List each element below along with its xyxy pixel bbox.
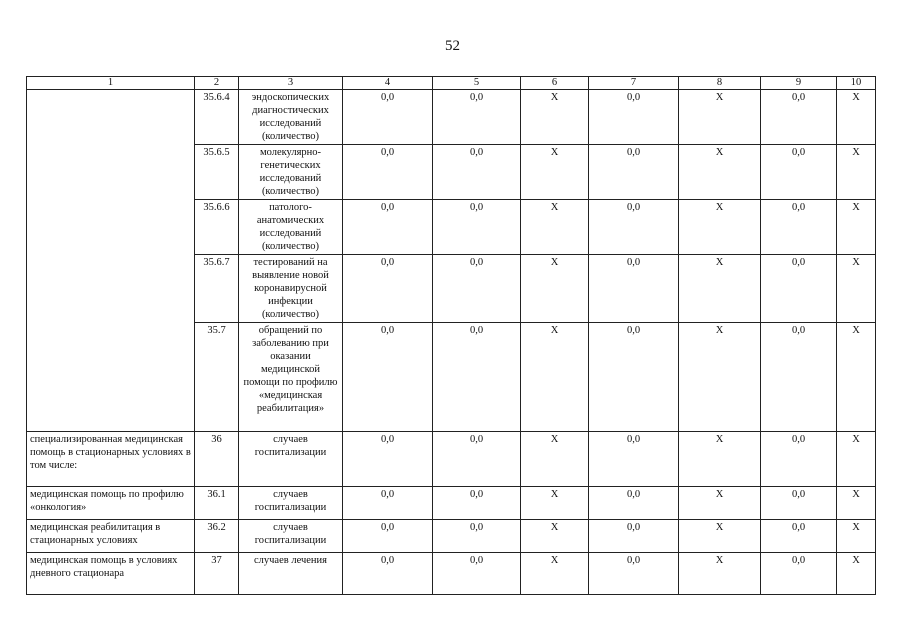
value-cell: 0,0 bbox=[343, 520, 433, 553]
column-header: 1 bbox=[27, 77, 195, 90]
value-cell: 0,0 bbox=[343, 487, 433, 520]
value-cell: X bbox=[679, 323, 761, 432]
value-cell: 0,0 bbox=[433, 255, 521, 323]
row-code-cell: 35.6.5 bbox=[195, 145, 239, 200]
row-unit-cell: случаев лечения bbox=[239, 553, 343, 595]
value-cell: 0,0 bbox=[343, 323, 433, 432]
value-cell: 0,0 bbox=[589, 200, 679, 255]
column-header: 6 bbox=[521, 77, 589, 90]
value-cell: 0,0 bbox=[343, 200, 433, 255]
value-cell: 0,0 bbox=[343, 553, 433, 595]
value-cell: 0,0 bbox=[589, 90, 679, 145]
column-header: 4 bbox=[343, 77, 433, 90]
value-cell: X bbox=[521, 255, 589, 323]
row-code-cell: 36 bbox=[195, 432, 239, 487]
value-cell: X bbox=[837, 200, 876, 255]
value-cell: X bbox=[521, 432, 589, 487]
value-cell: 0,0 bbox=[761, 432, 837, 487]
column-header: 8 bbox=[679, 77, 761, 90]
row-name-cell: медицинская реабилитация в стационарных условиях bbox=[27, 520, 195, 553]
value-cell: 0,0 bbox=[761, 323, 837, 432]
column-header: 9 bbox=[761, 77, 837, 90]
row-unit-cell: случаев госпитализации bbox=[239, 487, 343, 520]
value-cell: X bbox=[837, 145, 876, 200]
value-cell: X bbox=[837, 520, 876, 553]
data-table bbox=[26, 76, 876, 595]
value-cell: 0,0 bbox=[433, 323, 521, 432]
row-unit-cell: случаев госпитализации bbox=[239, 520, 343, 553]
row-code-cell: 36.2 bbox=[195, 520, 239, 553]
column-header: 3 bbox=[239, 77, 343, 90]
table-row bbox=[27, 432, 876, 487]
value-cell: X bbox=[521, 200, 589, 255]
value-cell: 0,0 bbox=[343, 432, 433, 487]
row-unit-cell: эндоскопических диагностических исследований (количество) bbox=[239, 90, 343, 145]
row-name-cell: медицинская помощь в условиях дневного стационара bbox=[27, 553, 195, 595]
row-code-cell: 35.6.6 bbox=[195, 200, 239, 255]
value-cell: 0,0 bbox=[589, 487, 679, 520]
value-cell: X bbox=[837, 432, 876, 487]
value-cell: X bbox=[679, 145, 761, 200]
row-unit-cell: обращений по заболеванию при оказании медицинской помощи по профилю «медицинская реабилитация» bbox=[239, 323, 343, 432]
value-cell: 0,0 bbox=[589, 323, 679, 432]
value-cell: 0,0 bbox=[761, 255, 837, 323]
value-cell: 0,0 bbox=[343, 90, 433, 145]
value-cell: X bbox=[679, 200, 761, 255]
value-cell: 0,0 bbox=[589, 432, 679, 487]
column-header: 10 bbox=[837, 77, 876, 90]
value-cell: X bbox=[521, 323, 589, 432]
value-cell: 0,0 bbox=[761, 200, 837, 255]
value-cell: 0,0 bbox=[433, 145, 521, 200]
value-cell: X bbox=[837, 487, 876, 520]
value-cell: X bbox=[679, 553, 761, 595]
value-cell: X bbox=[521, 520, 589, 553]
value-cell: 0,0 bbox=[589, 553, 679, 595]
row-unit-cell: случаев госпитализации bbox=[239, 432, 343, 487]
value-cell: 0,0 bbox=[343, 145, 433, 200]
table-row bbox=[27, 553, 876, 595]
value-cell: X bbox=[679, 487, 761, 520]
value-cell: 0,0 bbox=[761, 487, 837, 520]
row-code-cell: 35.7 bbox=[195, 323, 239, 432]
value-cell: X bbox=[837, 323, 876, 432]
value-cell: X bbox=[679, 90, 761, 145]
value-cell: 0,0 bbox=[433, 90, 521, 145]
value-cell: X bbox=[521, 145, 589, 200]
value-cell: X bbox=[521, 90, 589, 145]
table-row bbox=[27, 520, 876, 553]
row-name-cell: медицинская помощь по профилю «онкология» bbox=[27, 487, 195, 520]
value-cell: 0,0 bbox=[761, 553, 837, 595]
row-code-cell: 36.1 bbox=[195, 487, 239, 520]
value-cell: X bbox=[837, 90, 876, 145]
value-cell: X bbox=[679, 255, 761, 323]
column-header: 2 bbox=[195, 77, 239, 90]
value-cell: 0,0 bbox=[433, 553, 521, 595]
row-unit-cell: тестирований на выявление новой коронавирусной инфекции (количество) bbox=[239, 255, 343, 323]
column-header: 5 bbox=[433, 77, 521, 90]
value-cell: 0,0 bbox=[761, 520, 837, 553]
row-name-cell bbox=[27, 90, 195, 432]
value-cell: X bbox=[837, 553, 876, 595]
table-row bbox=[27, 487, 876, 520]
value-cell: X bbox=[679, 432, 761, 487]
value-cell: X bbox=[521, 553, 589, 595]
value-cell: 0,0 bbox=[433, 520, 521, 553]
value-cell: 0,0 bbox=[589, 520, 679, 553]
value-cell: 0,0 bbox=[433, 200, 521, 255]
value-cell: 0,0 bbox=[433, 432, 521, 487]
value-cell: 0,0 bbox=[589, 255, 679, 323]
row-code-cell: 35.6.7 bbox=[195, 255, 239, 323]
value-cell: 0,0 bbox=[761, 90, 837, 145]
value-cell: X bbox=[837, 255, 876, 323]
row-code-cell: 35.6.4 bbox=[195, 90, 239, 145]
row-unit-cell: патолого-анатомических исследований (количество) bbox=[239, 200, 343, 255]
row-name-cell: специализированная медицинская помощь в стационарных условиях в том числе: bbox=[27, 432, 195, 487]
value-cell: 0,0 bbox=[433, 487, 521, 520]
column-number-row bbox=[27, 77, 876, 90]
row-code-cell: 37 bbox=[195, 553, 239, 595]
value-cell: X bbox=[679, 520, 761, 553]
value-cell: 0,0 bbox=[343, 255, 433, 323]
row-unit-cell: молекулярно-генетических исследований (количество) bbox=[239, 145, 343, 200]
value-cell: X bbox=[521, 487, 589, 520]
value-cell: 0,0 bbox=[761, 145, 837, 200]
column-header: 7 bbox=[589, 77, 679, 90]
table-row bbox=[27, 90, 876, 145]
page-number: 52 bbox=[445, 38, 460, 54]
value-cell: 0,0 bbox=[589, 145, 679, 200]
